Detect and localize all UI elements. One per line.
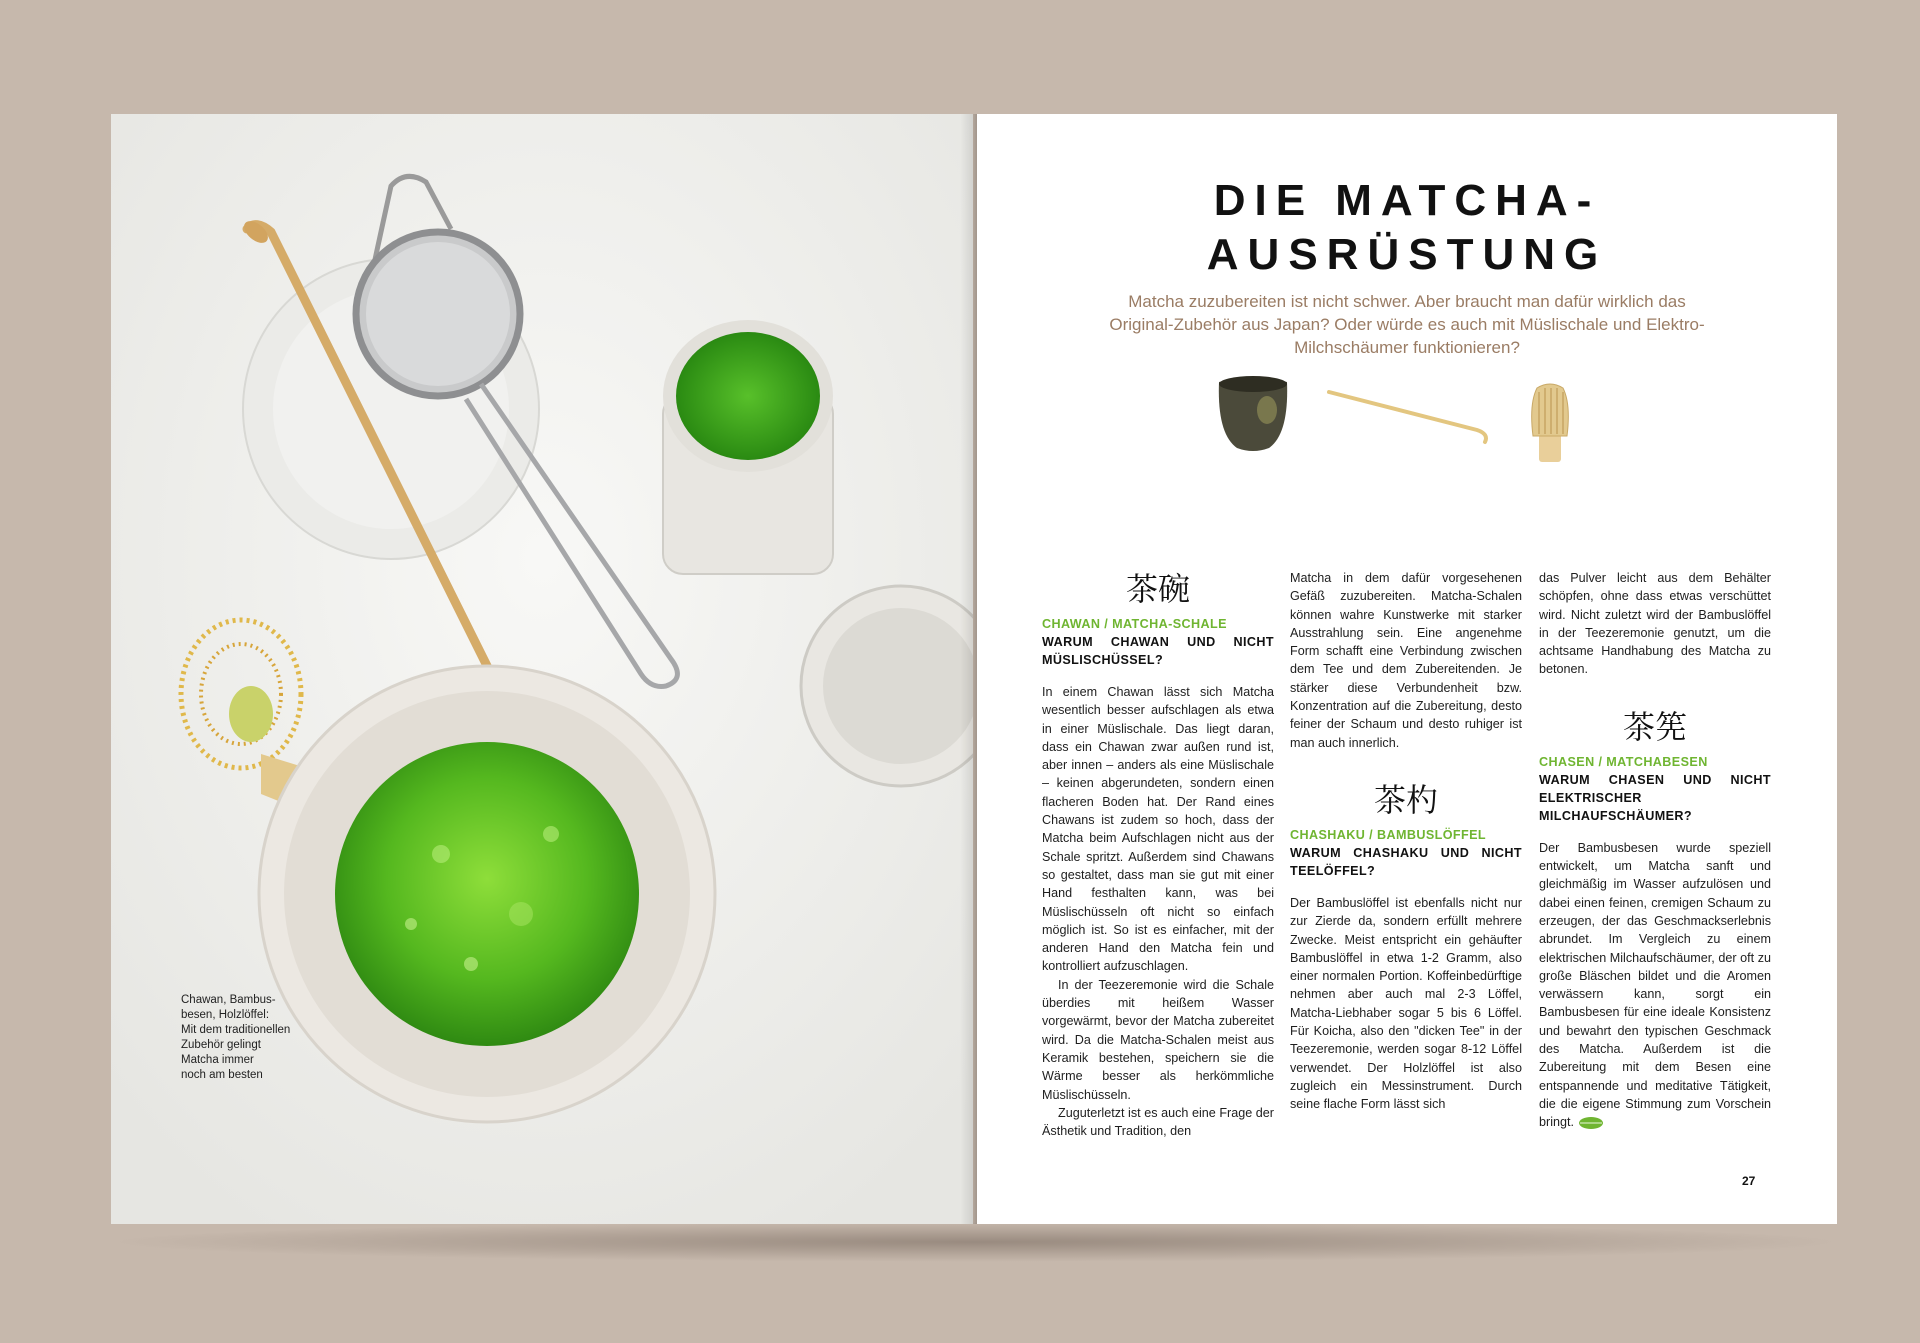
article-subtitle: Matcha zuzubereiten ist nicht schwer. Aber braucht man dafür wirklich das Original-Zubehör aus Japan? Oder würde es auch mit Müslischale und Elektro-Milchschäumer funktionieren? <box>1109 292 1705 357</box>
chawan-image <box>1219 376 1287 451</box>
paragraph: In einem Chawan lässt sich Matcha wesentlich besser aufschlagen als etwa in einer Müslischale. Das liegt daran, dass ein Chawan zwar außen rund ist, aber innen – anders als eine Müslischale – keinen abgerundeten, sondern einen flacheren Boden hat. Der Rand eines Chawans ist zudem so hoch, dass der Matcha beim Aufschlagen nicht aus der Schale spritzt. Außerdem sind Chawans so gestaltet, dass man sie gut mit einer Hand festhalten kann, was bei Müslischüsseln oft nicht so einfach möglich ist. So ist es einfacher, mit der anderen Hand den Matcha fein und kontrolliert aufzuschlagen. <box>1042 685 1274 974</box>
paragraph: Matcha in dem dafür vorgesehenen Gefäß zuzubereiten. Matcha-Schalen können wahre Kunstwerke mit starker Ausstrahlung sein. Eine angenehme Form schafft eine Verbindung zwischen dem Tee und dem Zubereitenden. Je stärker diese Verbundenheit bzw. Konzentration auf die Zubereitung, desto feiner der Schaum und desto ruhiger ist man auch innerlich. <box>1290 571 1522 750</box>
article-title <box>977 174 1837 282</box>
leaf-icon <box>1578 1116 1604 1130</box>
paragraph-text: Der Bambusbesen wurde speziell entwickelt, um Matcha sanft und gleichmäßig im Wasser aufzulösen und dabei einen feinen, cremigen Schaum zu erzeugen, der das Geschmackserlebnis abrundet. Im Vergleich zu einem elektrischen Milchaufschäumer, der oft zu große Bläschen bildet und die Aromen verwässern kann, sorgt ein Bambusbesen für eine ideale Konsistenz und bewahrt den typischen Geschmack des Matcha. Außerdem ist die Zubereitung mit dem Besen eine entspannende und meditative Tätigkeit, die die eigene Stimmung zum Vorschein bringt. <box>1539 840 1771 1130</box>
paragraph: Der Bambuslöffel ist ebenfalls nicht nur zur Zierde da, sondern erfüllt mehrere Zwecke. Meist entspricht ein gehäufter Bambuslöffel in etwa 1-2 Gramm, also einer normalen Portion. Koffeinbedürftige nehmen aber auch mal 2-3 Löffel, Matcha-Liebhaber sogar 5 bis 6 Löffel. Für Koicha, also den "dicken Tee" in der Teezeremonie, werden sogar 8-12 Löffel verwendet. Der Holzlöffel ist also zugleich ein Messinstrument. Durch seine flache Form lässt sich <box>1290 895 1522 1112</box>
title-line-1: DIE MATCHA- <box>1213 176 1601 225</box>
matcha-tin <box>663 320 833 574</box>
page-number: 27 <box>1742 1174 1756 1188</box>
tool-illustrations <box>977 374 1837 484</box>
paragraph: das Pulver leicht aus dem Behälter schöpfen, ohne dass etwas verschüttet wird. Nicht zuletzt wird der Bambuslöffel in der Teezeremonie genutzt, um die achtsame Handhabung des Matcha zu betonen. <box>1539 571 1771 677</box>
paragraph <box>1539 839 1771 1132</box>
paragraph: Zuguterletzt ist es auch eine Frage der Ästhetik und Tradition, den <box>1042 1105 1274 1139</box>
left-page-photo <box>111 114 973 1224</box>
question-chasen: WARUM CHASEN UND NICHT ELEKTRISCHER MILCHAUFSCHÄUMER? <box>1539 772 1771 823</box>
kicker-chasen: CHASEN / MATCHABESEN <box>1539 754 1708 769</box>
magazine-shadow <box>100 1222 1850 1262</box>
kanji-chawan: 茶碗 <box>1125 570 1190 608</box>
kicker-chashaku: CHASHAKU / BAMBUSLÖFFEL <box>1290 827 1486 842</box>
matcha-bowl <box>259 666 715 1122</box>
column-2 <box>1290 569 1522 1114</box>
chashaku-image <box>1329 392 1486 442</box>
column-3 <box>1539 569 1771 1132</box>
column-1 <box>1042 569 1274 1140</box>
right-page <box>977 114 1837 1224</box>
kanji-chasen: 茶筅 <box>1622 707 1687 746</box>
kanji-chashaku: 茶杓 <box>1373 780 1438 819</box>
title-line-2: AUSRÜSTUNG <box>1206 230 1608 279</box>
photo-caption: Chawan, Bambus- besen, Holzlöffel: Mit dem traditionellen Zubehör gelingt Matcha immer noch am besten <box>181 994 291 1081</box>
paragraph: In der Teezeremonie wird die Schale überdies mit heißem Wasser vorgewärmt, bevor der Matcha zubereitet wird. Da die Matcha-Schalen meist aus Keramik bestehen, speichern sie die Wärme besser als herkömmliche Müslischüsseln. <box>1042 977 1274 1102</box>
chasen-image <box>1532 384 1569 462</box>
question-chawan: WARUM CHAWAN UND NICHT MÜSLISCHÜSSEL? <box>1042 635 1274 667</box>
question-chashaku: WARUM CHASHAKU UND NICHT TEELÖFFEL? <box>1290 845 1522 878</box>
kicker-chawan: CHAWAN / MATCHA-SCHALE <box>1042 617 1227 631</box>
